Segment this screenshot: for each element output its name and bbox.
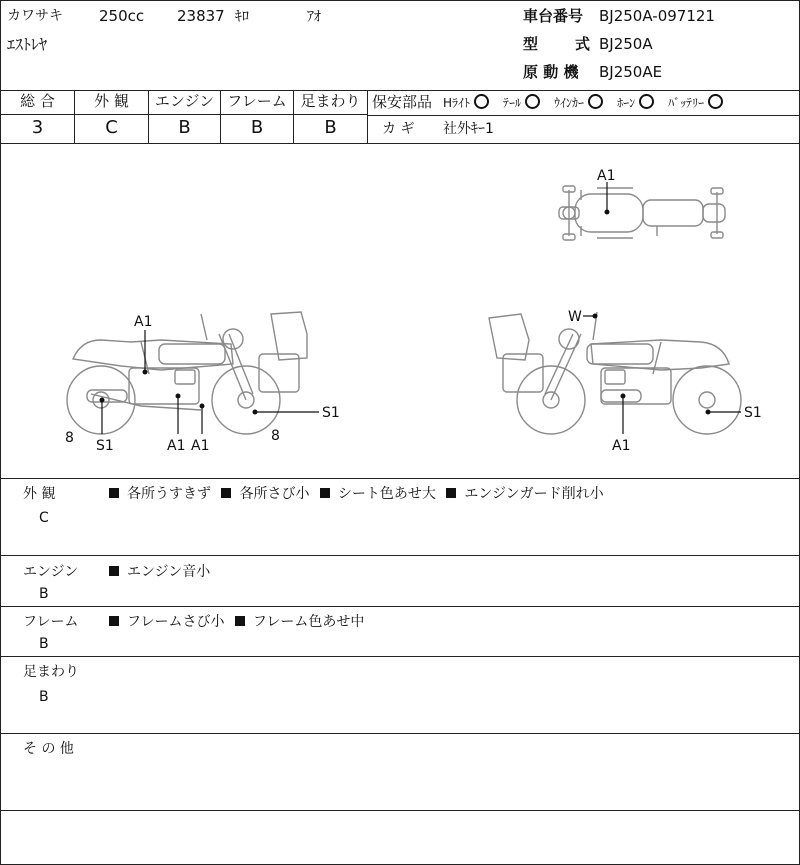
note-item: フレームさび小 [109, 614, 224, 630]
divider [1, 114, 367, 115]
bullet-square-icon [109, 488, 119, 498]
remark-label-suspension: 足まわり [23, 664, 79, 680]
note-item: 各所うすきず [109, 486, 211, 502]
bullet-square-icon [221, 488, 231, 498]
model-code-label-2: 式 [575, 35, 591, 53]
label-left-s1-front: S1 [322, 405, 340, 421]
grade-suspension: B [324, 117, 337, 138]
label-left-8-rear: 8 [65, 430, 74, 446]
note-item: エンジンガード削れ小 [446, 486, 603, 502]
label-left-a1-engine: A1 [167, 438, 186, 454]
remark-notes-exterior [109, 486, 610, 502]
grade-exterior: C [105, 117, 118, 138]
engine-no: BJ250AE [599, 63, 663, 81]
frame-no: BJ250A-097121 [599, 7, 715, 25]
displacement: 250cc [99, 7, 145, 25]
model-name: ｴｽﾄﾚﾔ [7, 35, 48, 54]
model-code: BJ250A [599, 35, 653, 53]
divider [1, 478, 799, 479]
remark-grade-frame: B [39, 636, 49, 652]
part-battery: ﾊﾞｯﾃﾘｰ [668, 94, 723, 112]
remark-label-other: そ の 他 [23, 741, 74, 757]
circle-mark-icon [639, 94, 654, 109]
label-top-a1: A1 [597, 168, 616, 184]
label-right-a1: A1 [612, 438, 631, 454]
bullet-square-icon [446, 488, 456, 498]
bullet-square-icon [320, 488, 330, 498]
grade-header-overall: 総 合 [20, 92, 55, 110]
circle-mark-icon [474, 94, 489, 109]
model-code-label-1: 型 [523, 35, 539, 53]
note-item: シート色あせ大 [320, 486, 436, 502]
divider [1, 733, 799, 734]
label-left-8-front: 8 [271, 428, 280, 444]
note-item: 各所さび小 [221, 486, 309, 502]
label-left-a1-top: A1 [134, 314, 153, 330]
part-taillight: ﾃｰﾙ [503, 94, 540, 112]
divider [1, 90, 799, 91]
key-value: 社外ｷｰ1 [443, 121, 494, 137]
grade-engine: B [178, 117, 191, 138]
remark-label-engine: エンジン [23, 564, 79, 580]
color: ｱｵ [307, 9, 321, 25]
remark-grade-engine: B [39, 586, 49, 602]
part-winker: ｳｲﾝｶｰ [554, 94, 603, 112]
divider [1, 810, 799, 811]
key-label: カ ギ [382, 121, 415, 137]
bullet-square-icon [235, 616, 245, 626]
grade-header-exterior: 外 観 [94, 92, 129, 110]
circle-mark-icon [525, 94, 540, 109]
circle-mark-icon [588, 94, 603, 109]
label-right-s1: S1 [744, 405, 762, 421]
remark-label-exterior: 外 観 [23, 486, 56, 502]
grade-frame: B [250, 117, 264, 138]
frame-no-label: 車台番号 [523, 7, 584, 25]
part-headlight: Hﾗｲﾄ [443, 94, 489, 112]
remark-notes-frame [109, 614, 370, 630]
maker: カワサキ [7, 8, 63, 24]
grade-overall: 3 [31, 117, 44, 138]
label-left-a1-exhaust: A1 [191, 438, 210, 454]
label-right-w: W [568, 309, 582, 325]
grade-header-suspension: 足まわり [300, 92, 361, 110]
note-item: フレーム色あせ中 [235, 614, 364, 630]
label-left-s1-rear: S1 [96, 438, 114, 454]
safety-parts-list [443, 94, 723, 112]
bullet-square-icon [109, 616, 119, 626]
mileage: 23837 [177, 7, 225, 25]
divider [1, 656, 799, 657]
divider [367, 90, 368, 143]
safety-parts-label: 保安部品 [372, 93, 433, 111]
bike-top-view [559, 168, 725, 240]
note-item: エンジン音小 [109, 564, 210, 580]
divider [1, 606, 799, 607]
remark-grade-exterior: C [39, 510, 49, 526]
divider [1, 555, 799, 556]
engine-no-label: 原 動 機 [523, 63, 579, 81]
bullet-square-icon [109, 566, 119, 576]
bike-right-view [489, 309, 762, 454]
grade-header-engine: エンジン [154, 92, 215, 110]
remark-grade-suspension: B [39, 689, 49, 705]
mileage-unit: ｷﾛ [235, 9, 249, 25]
remark-notes-engine [109, 564, 216, 580]
grade-header-frame: フレーム [227, 92, 287, 110]
divider [367, 115, 799, 116]
remark-label-frame: フレーム [23, 614, 79, 630]
part-horn: ﾎｰﾝ [617, 94, 654, 112]
circle-mark-icon [708, 94, 723, 109]
bike-left-view [65, 312, 340, 454]
damage-diagram [1, 144, 799, 478]
